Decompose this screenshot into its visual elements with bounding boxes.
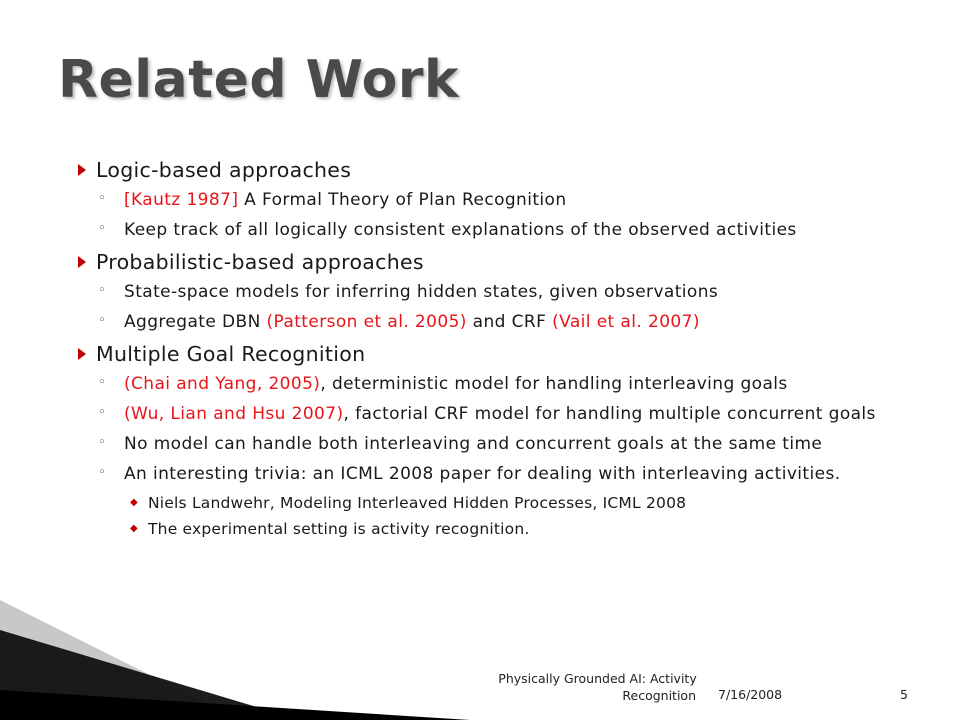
arrow-bullet-icon: [78, 164, 86, 176]
citation: (Wu, Lian and Hsu 2007): [124, 404, 344, 424]
diamond-bullet-icon: ◆: [130, 523, 138, 534]
section-heading-multiple-goal: [78, 342, 908, 367]
section-heading-text: Multiple Goal Recognition: [96, 342, 366, 366]
item-text: State-space models for inferring hidden states, given observations: [124, 282, 719, 302]
circle-bullet-icon: ◦: [98, 283, 107, 298]
circle-bullet-icon: ◦: [98, 405, 107, 420]
footer-date: 7/16/2008: [718, 687, 783, 702]
slide-number: 5: [900, 687, 908, 702]
item-text: An interesting trivia: an ICML 2008 paper for dealing with interleaving activities.: [124, 464, 841, 484]
item-text: Keep track of all logically consistent explanations of the observed activities: [124, 220, 797, 240]
diamond-bullet-icon: ◆: [130, 497, 138, 508]
slide-title: Related Work: [58, 50, 460, 110]
item-text: Aggregate DBN: [124, 312, 267, 332]
list-item: [78, 464, 908, 484]
item-text: Niels Landwehr, Modeling Interleaved Hidden Processes, ICML 2008: [148, 494, 687, 512]
list-item: [78, 312, 908, 332]
item-text: and CRF: [466, 312, 553, 332]
sub-list-item: [78, 520, 908, 538]
citation: (Vail et al. 2007): [552, 312, 700, 332]
circle-bullet-icon: ◦: [98, 191, 107, 206]
circle-bullet-icon: ◦: [98, 313, 107, 328]
list-item: [78, 282, 908, 302]
section-heading-text: Logic-based approaches: [96, 158, 352, 182]
list-item: [78, 220, 908, 240]
arrow-bullet-icon: [78, 256, 86, 268]
citation: [Kautz 1987]: [124, 190, 239, 210]
list-item: [78, 404, 908, 424]
corner-shadow-edge: [0, 690, 470, 720]
footer-title: [495, 670, 700, 704]
item-text: , factorial CRF model for handling multiple concurrent goals: [343, 404, 876, 424]
circle-bullet-icon: ◦: [98, 221, 107, 236]
citation: (Chai and Yang, 2005): [124, 374, 321, 394]
item-text: No model can handle both interleaving and concurrent goals at the same time: [124, 434, 823, 454]
list-item: [78, 190, 908, 210]
arrow-bullet-icon: [78, 348, 86, 360]
section-heading-text: Probabilistic-based approaches: [96, 250, 424, 274]
footer-title-line2: Recognition: [622, 688, 696, 703]
footer-title-line1: Physically Grounded AI: Activity: [498, 671, 697, 686]
list-item: [78, 434, 908, 454]
sub-list-item: [78, 494, 908, 512]
circle-bullet-icon: ◦: [98, 375, 107, 390]
item-text: The experimental setting is activity recognition.: [148, 520, 530, 538]
section-heading-logic: [78, 158, 908, 183]
circle-bullet-icon: ◦: [98, 435, 107, 450]
item-text: , deterministic model for handling interleaving goals: [320, 374, 788, 394]
circle-bullet-icon: ◦: [98, 465, 107, 480]
section-heading-probabilistic: [78, 250, 908, 275]
item-text: A Formal Theory of Plan Recognition: [238, 190, 567, 210]
list-item: [78, 374, 908, 394]
citation: (Patterson et al. 2005): [266, 312, 467, 332]
bullet-list: [78, 158, 908, 546]
